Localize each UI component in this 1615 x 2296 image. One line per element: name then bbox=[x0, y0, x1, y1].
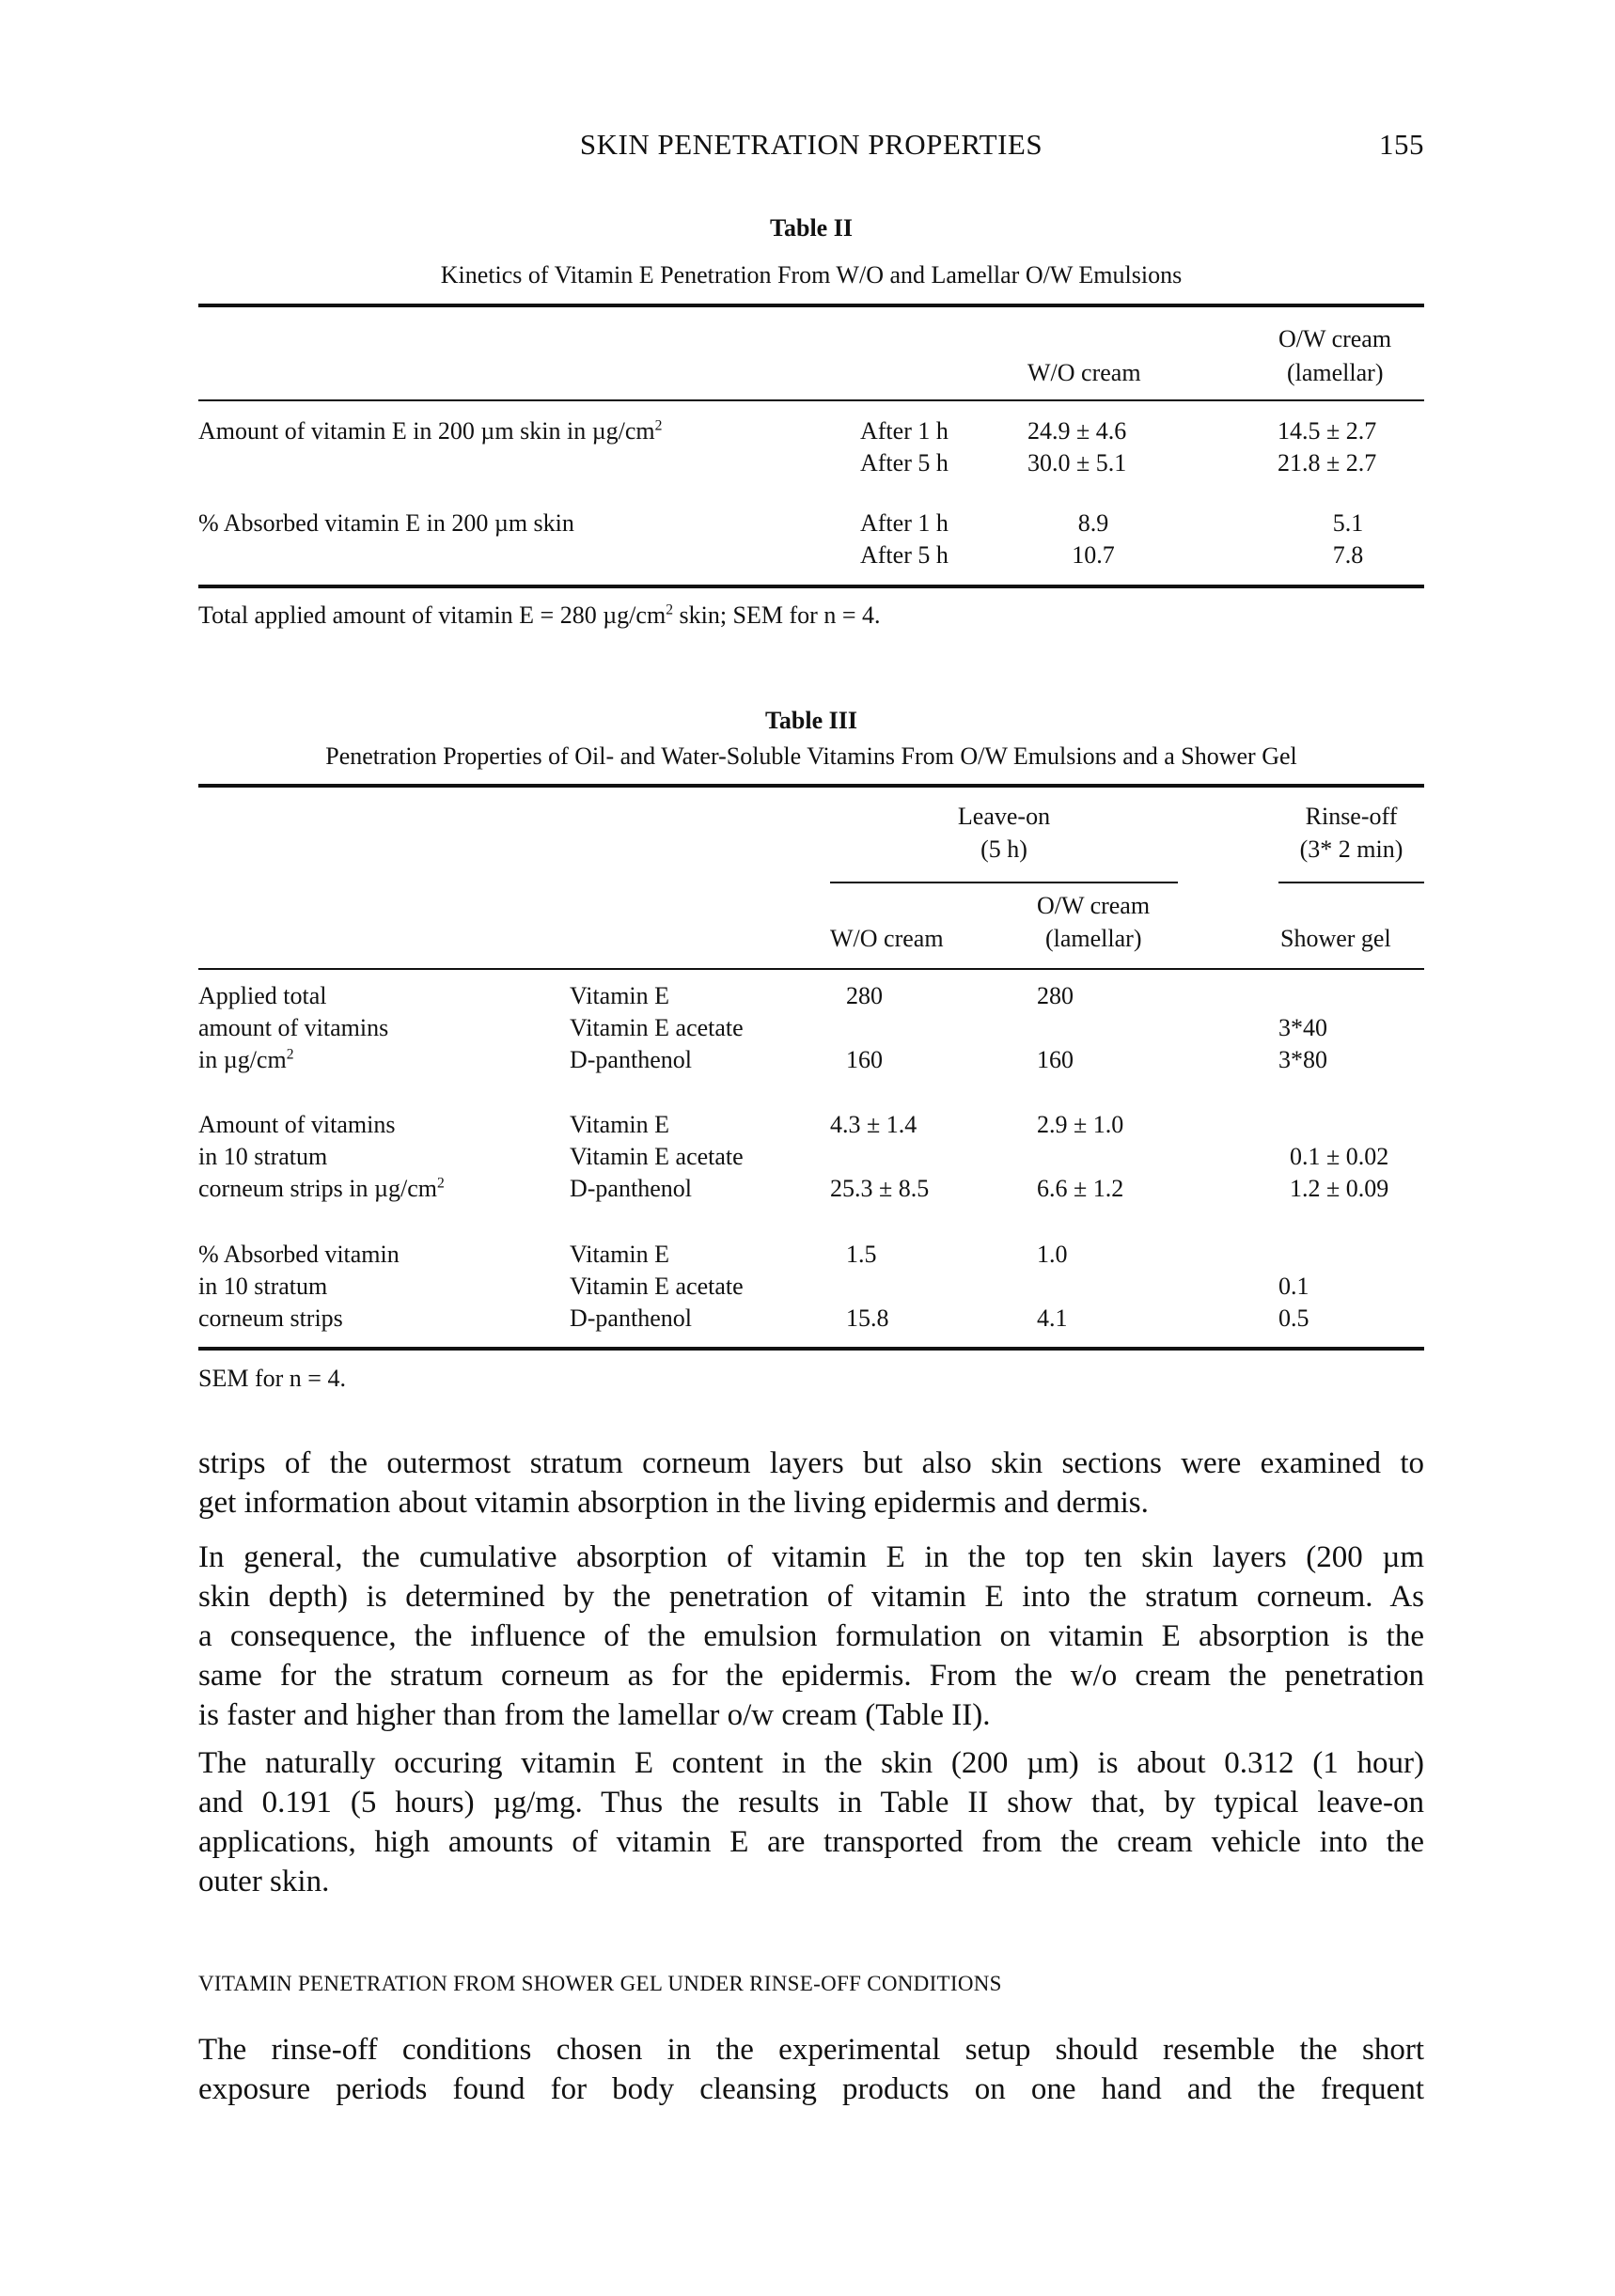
cell-ow: 21.8 ± 2.7 bbox=[1278, 449, 1377, 476]
cell-wo: 1.5 bbox=[846, 1241, 877, 1268]
cell-ow: 280 bbox=[1037, 982, 1074, 1009]
cell-wo: 25.3 ± 8.5 bbox=[830, 1175, 930, 1202]
row-time: After 1 h bbox=[860, 509, 949, 537]
cell-ow: 1.0 bbox=[1037, 1241, 1068, 1268]
table3-top-rule bbox=[198, 784, 1424, 788]
table3-bottom-rule bbox=[198, 1347, 1424, 1351]
paragraph-line: The naturally occuring vitamin E content in the skin (200 µm) is about 0.312 (1 hour) bbox=[198, 1746, 1424, 1780]
table3-col-ow-line1: O/W cream bbox=[1037, 892, 1151, 919]
cell-wo: 30.0 ± 5.1 bbox=[1027, 449, 1127, 476]
row-vitamin: Vitamin E acetate bbox=[570, 1143, 744, 1170]
row-label bbox=[198, 1303, 343, 1335]
cell-gel: 3*40 bbox=[1278, 1014, 1327, 1041]
table2-col-wo: W/O cream bbox=[1027, 359, 1141, 386]
paragraph-line: get information about vitamin absorption in the living epidermis and dermis. bbox=[198, 1486, 1149, 1520]
group-rinse-off-duration: (3* 2 min) bbox=[1299, 836, 1403, 863]
group-rinse-off: Rinse-off bbox=[1305, 803, 1398, 830]
row-label-text: Amount of vitamins bbox=[198, 1111, 396, 1138]
cell-ow: 4.1 bbox=[1037, 1304, 1068, 1332]
paragraph-line: a consequence, the influence of the emulsion formulation on vitamin E absorption is the bbox=[198, 1619, 1424, 1653]
footnote-sup: 2 bbox=[666, 601, 673, 618]
cell-gel: 0.5 bbox=[1278, 1304, 1309, 1332]
table2-top-rule bbox=[198, 304, 1424, 307]
rinse-off-rule bbox=[1278, 882, 1424, 883]
group-leave-on-duration: (5 h) bbox=[980, 836, 1027, 863]
table2-caption: Kinetics of Vitamin E Penetration From W/O and Lamellar O/W Emulsions bbox=[440, 261, 1183, 289]
paragraph-line: outer skin. bbox=[198, 1865, 330, 1898]
paragraph-line: and 0.191 (5 hours) µg/mg. Thus the results in Table II show that, by typical leave-on bbox=[198, 1786, 1424, 1820]
cell-wo: 280 bbox=[846, 982, 883, 1009]
cell-wo: 8.9 bbox=[1077, 509, 1109, 537]
cell-wo: 4.3 ± 1.4 bbox=[830, 1111, 917, 1138]
row-time: After 1 h bbox=[860, 417, 949, 445]
paragraph-line: skin depth) is determined by the penetration of vitamin E into the stratum corneum. As bbox=[198, 1580, 1424, 1614]
row-vitamin: D-panthenol bbox=[570, 1046, 692, 1073]
cell-gel: 0.1 ± 0.02 bbox=[1290, 1143, 1389, 1170]
cell-ow: 14.5 ± 2.7 bbox=[1278, 417, 1377, 445]
row-vitamin: Vitamin E bbox=[570, 1111, 670, 1138]
row-label-text: corneum strips bbox=[198, 1304, 343, 1332]
superscript: 2 bbox=[654, 417, 663, 434]
table3-col-ow-line2: (lamellar) bbox=[1045, 925, 1142, 952]
table2-header-rule bbox=[198, 399, 1424, 401]
cell-wo: 15.8 bbox=[846, 1304, 889, 1332]
row-label-text: Amount of vitamin E in 200 µm skin in µg/cm bbox=[198, 417, 655, 445]
row-label bbox=[198, 1173, 445, 1205]
table2-label: Table II bbox=[770, 214, 853, 242]
page-number: 155 bbox=[1379, 128, 1424, 161]
table3-footnote: SEM for n = 4. bbox=[198, 1365, 346, 1392]
cell-gel: 1.2 ± 0.09 bbox=[1290, 1175, 1389, 1202]
row-label: % Absorbed vitamin E in 200 µm skin bbox=[198, 509, 574, 537]
row-label bbox=[198, 1012, 388, 1044]
table2-footnote bbox=[198, 601, 881, 630]
paragraph-line: exposure periods found for body cleansing products on one hand and the frequent bbox=[198, 2072, 1424, 2106]
cell-ow: 6.6 ± 1.2 bbox=[1037, 1175, 1124, 1202]
cell-wo: 24.9 ± 4.6 bbox=[1027, 417, 1127, 445]
cell-gel: 0.1 bbox=[1278, 1273, 1309, 1300]
table3-header-rule bbox=[198, 968, 1424, 970]
leave-on-rule bbox=[830, 882, 1178, 883]
row-vitamin: D-panthenol bbox=[570, 1304, 692, 1332]
row-vitamin: D-panthenol bbox=[570, 1175, 692, 1202]
cell-gel: 3*80 bbox=[1278, 1046, 1327, 1073]
paragraph-line: strips of the outermost stratum corneum layers but also skin sections were examined to bbox=[198, 1446, 1424, 1480]
row-vitamin: Vitamin E acetate bbox=[570, 1273, 744, 1300]
paragraph-line: same for the stratum corneum as for the epidermis. From the w/o cream the penetration bbox=[198, 1659, 1424, 1693]
row-label bbox=[198, 1239, 400, 1271]
section-heading: VITAMIN PENETRATION FROM SHOWER GEL UNDER RINSE-OFF CONDITIONS bbox=[198, 1972, 1002, 1995]
row-label-text: in 10 stratum bbox=[198, 1143, 328, 1170]
row-vitamin: Vitamin E bbox=[570, 982, 670, 1009]
paragraph-line: is faster and higher than from the lamellar o/w cream (Table II). bbox=[198, 1698, 991, 1732]
superscript: 2 bbox=[286, 1046, 294, 1063]
table2-col-ow-line2: (lamellar) bbox=[1287, 359, 1384, 386]
cell-ow: 2.9 ± 1.0 bbox=[1037, 1111, 1124, 1138]
row-time: After 5 h bbox=[860, 541, 949, 569]
row-label-text: amount of vitamins bbox=[198, 1014, 389, 1041]
row-time: After 5 h bbox=[860, 449, 949, 476]
row-vitamin: Vitamin E bbox=[570, 1241, 670, 1268]
row-label-text: in 10 stratum bbox=[198, 1273, 328, 1300]
table3-label: Table III bbox=[764, 707, 858, 734]
table3-col-wo: W/O cream bbox=[830, 925, 944, 952]
body-paragraph bbox=[198, 1538, 1424, 1735]
cell-ow: 5.1 bbox=[1332, 509, 1364, 537]
cell-wo: 160 bbox=[846, 1046, 883, 1073]
paragraph-line: In general, the cumulative absorption of vitamin E in the top ten skin layers (200 µm bbox=[198, 1540, 1424, 1574]
paragraph-line: applications, high amounts of vitamin E are transported from the cream vehicle into the bbox=[198, 1825, 1424, 1859]
footnote-text: skin; SEM for n = 4. bbox=[672, 601, 881, 629]
table3-col-gel: Shower gel bbox=[1280, 925, 1391, 952]
row-label bbox=[198, 415, 662, 447]
cell-wo: 10.7 bbox=[1072, 541, 1115, 569]
footnote-text: Total applied amount of vitamin E = 280 µg/cm bbox=[198, 601, 666, 629]
cell-ow: 7.8 bbox=[1332, 541, 1364, 569]
table3-caption: Penetration Properties of Oil- and Water-Soluble Vitamins From O/W Emulsions and a Shower Gel bbox=[325, 742, 1297, 770]
row-label bbox=[198, 980, 326, 1012]
running-title: SKIN PENETRATION PROPERTIES bbox=[579, 128, 1043, 161]
group-leave-on: Leave-on bbox=[957, 803, 1051, 830]
body-paragraph bbox=[198, 1743, 1424, 1901]
paragraph-line: The rinse-off conditions chosen in the experimental setup should resemble the short bbox=[198, 2033, 1424, 2067]
table2-bottom-rule bbox=[198, 585, 1424, 588]
row-label-text: % Absorbed vitamin bbox=[198, 1241, 400, 1268]
row-label-text: in µg/cm bbox=[198, 1046, 287, 1073]
row-label-text: corneum strips in µg/cm bbox=[198, 1175, 437, 1202]
table2-col-ow-line1: O/W cream bbox=[1278, 325, 1392, 352]
superscript: 2 bbox=[437, 1175, 445, 1192]
row-label bbox=[198, 1141, 327, 1173]
cell-ow: 160 bbox=[1037, 1046, 1074, 1073]
body-paragraph bbox=[198, 1444, 1424, 1523]
body-paragraph bbox=[198, 2030, 1424, 2109]
row-label bbox=[198, 1044, 294, 1076]
row-label-text: Applied total bbox=[198, 982, 327, 1009]
row-vitamin: Vitamin E acetate bbox=[570, 1014, 744, 1041]
row-label bbox=[198, 1109, 395, 1141]
row-label bbox=[198, 1271, 327, 1303]
